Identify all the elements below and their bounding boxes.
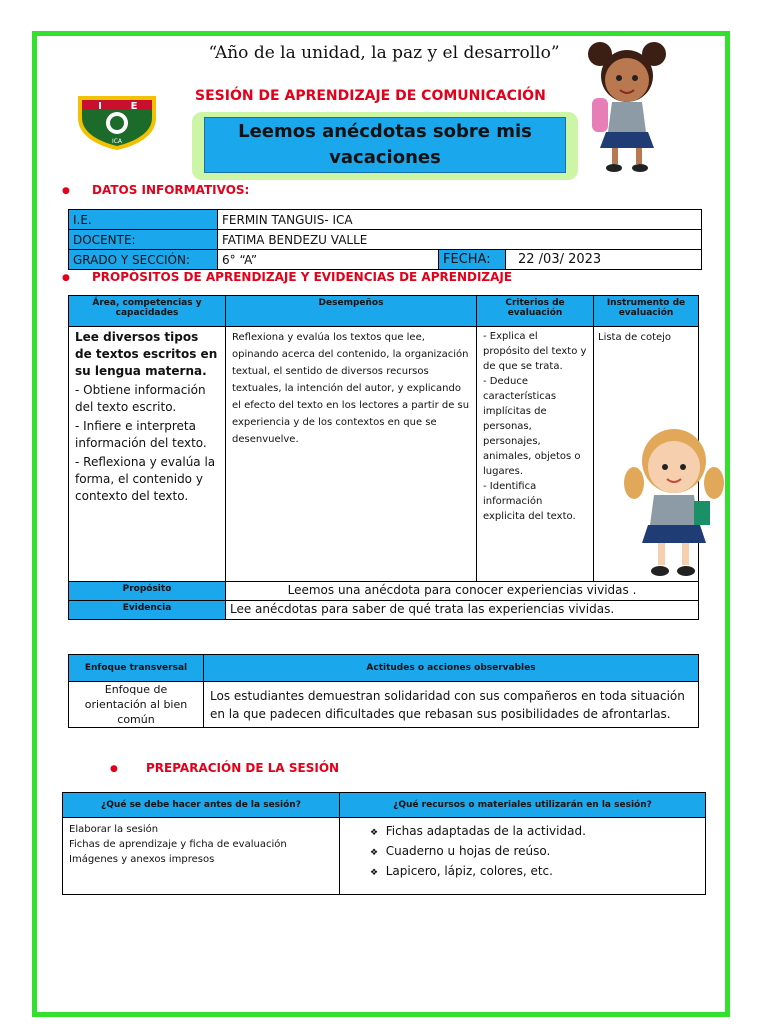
bullet-icon: ● <box>62 273 70 283</box>
enfoque-table <box>68 654 699 728</box>
area-cell <box>69 327 226 582</box>
table-row <box>69 601 699 620</box>
antes-item: Fichas de aprendizaje y ficha de evaluación <box>69 839 287 850</box>
col-instrumento: Instrumento de evaluación <box>594 296 699 327</box>
docente-value: FATIMA BENDEZU VALLE <box>218 230 702 250</box>
ie-value: FERMIN TANGUIS- ICA <box>218 210 702 230</box>
capacidad-item: - Reflexiona y evalúa la forma, el contenido y contexto del texto. <box>75 455 216 503</box>
recurso-item: ❖ Cuaderno u hojas de reúso. <box>370 844 551 858</box>
table-row <box>63 818 706 895</box>
col-antes: ¿Qué se debe hacer antes de la sesión? <box>63 793 340 818</box>
recurso-item: ❖ Fichas adaptadas de la actividad. <box>370 824 586 838</box>
proposito-label: Propósito <box>69 582 226 601</box>
table-header-row <box>69 296 699 327</box>
datos-table <box>68 209 702 270</box>
enfoque-text: Los estudiantes demuestran solidaridad con sus compañeros en toda situación en la que padecen dificultades que rebasan sus posibilidades de afrontarlas. <box>204 682 699 728</box>
instrumento-cell: Lista de cotejo <box>594 327 699 582</box>
diamond-bullet-icon: ❖ <box>370 848 379 858</box>
preparacion-table <box>62 792 706 895</box>
enfoque-name: Enfoque de orientación al bien común <box>69 682 204 728</box>
desempeno-cell: Reflexiona y evalúa los textos que lee, opinando acerca del contenido, la organización textual, el sentido de diversos recursos textuales, la intención del autor, y explicando el efecto del texto en los lectores a partir de su experiencia y de los contextos en que se desenvuelve. <box>226 327 477 582</box>
table-row <box>69 582 699 601</box>
col-criterios: Criterios de evaluación <box>477 296 594 327</box>
evidencia-value: Lee anécdotas para saber de qué trata las experiencias vividas. <box>226 601 699 620</box>
fecha-label: FECHA: <box>439 250 506 270</box>
grado-value: 6° “A” <box>218 250 439 270</box>
logo-bottom-text: ICA <box>111 138 123 145</box>
criterio-item: - Identifica información explicita del texto. <box>483 481 576 522</box>
col-actitudes: Actitudes o acciones observables <box>204 655 699 682</box>
recursos-cell <box>340 818 706 895</box>
session-label: SESIÓN DE APRENDIZAJE DE COMUNICACIÓN <box>195 88 546 104</box>
propositos-heading: PROPÓSITOS DE APRENDIZAJE Y EVIDENCIAS DE APRENDIZAJE <box>92 270 513 284</box>
bullet-icon: ● <box>62 186 70 196</box>
bullet-icon: ● <box>110 764 118 774</box>
logo-letter-right: E <box>130 101 138 112</box>
table-row <box>69 250 702 270</box>
datos-heading: DATOS INFORMATIVOS: <box>92 183 250 197</box>
col-desempenos: Desempeños <box>226 296 477 327</box>
title-line-2: vacaciones <box>329 147 441 168</box>
table-row <box>69 327 699 582</box>
table-row <box>69 210 702 230</box>
table-header-row <box>63 793 706 818</box>
col-area: Área, competencias y capacidades <box>69 296 226 327</box>
capacidad-item: - Obtiene información del texto escrito. <box>75 383 206 414</box>
col-recursos: ¿Qué recursos o materiales utilizarán en la sesión? <box>340 793 706 818</box>
motto: “Año de la unidad, la paz y el desarrollo” <box>208 43 560 63</box>
school-logo <box>74 92 160 152</box>
ie-label: I.E. <box>69 210 218 230</box>
evidencia-label: Evidencia <box>69 601 226 620</box>
criterio-item: - Explica el propósito del texto y de que se trata. <box>483 331 587 372</box>
diamond-bullet-icon: ❖ <box>370 828 379 838</box>
table-row <box>69 682 699 728</box>
capacidad-item: - Infiere e interpreta información del texto. <box>75 419 207 450</box>
session-title <box>204 117 566 173</box>
competencia: Lee diversos tipos de textos escritos en su lengua materna. <box>75 330 218 378</box>
criterios-cell <box>477 327 594 582</box>
col-enfoque: Enfoque transversal <box>69 655 204 682</box>
criterio-item: - Deduce características implícitas de personas, personajes, animales, objetos o lugares. <box>483 376 581 477</box>
antes-cell <box>63 818 340 895</box>
logo-letter-left: I <box>98 101 102 112</box>
title-line-1: Leemos anécdotas sobre mis <box>238 121 532 142</box>
fecha-value: 22 /03/ 2023 <box>506 250 702 270</box>
grado-label: GRADO Y SECCIÓN: <box>69 250 218 270</box>
propositos-table <box>68 295 699 620</box>
docente-label: DOCENTE: <box>69 230 218 250</box>
girl-illustration-top <box>580 40 690 178</box>
proposito-value: Leemos una anécdota para conocer experiencias vividas . <box>226 582 699 601</box>
antes-item: Elaborar la sesión <box>69 824 159 835</box>
recurso-item: ❖ Lapicero, lápiz, colores, etc. <box>370 864 553 878</box>
diamond-bullet-icon: ❖ <box>370 868 379 878</box>
preparacion-heading: PREPARACIÓN DE LA SESIÓN <box>146 761 340 775</box>
table-header-row <box>69 655 699 682</box>
girl-illustration-right <box>620 425 730 583</box>
antes-item: Imágenes y anexos impresos <box>69 854 215 865</box>
table-row <box>69 230 702 250</box>
